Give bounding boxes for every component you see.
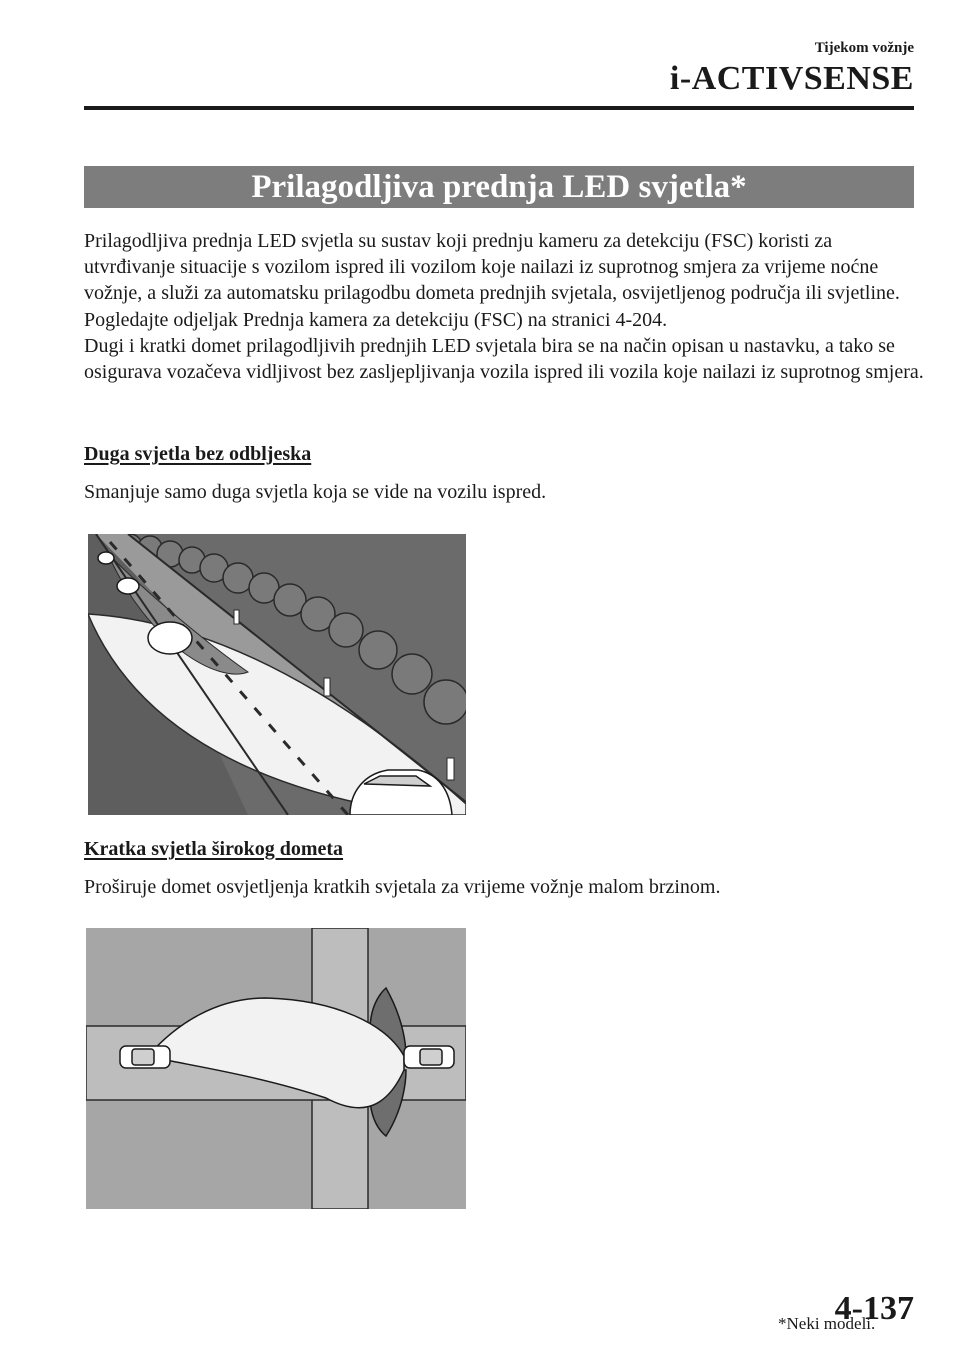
header-section: i-ACTIVSENSE <box>669 60 914 97</box>
title-bar <box>84 166 914 208</box>
intro-paragraph: Dugi i kratki domet prilagodljivih prednjih LED svjetala bira se na način opisan u nastavku, a tako se osigurava vozačeva vidljivost bez zasljepljivanja vozila ispred ili vozila koje nailazi iz suprotnog smjera. <box>84 334 924 384</box>
header-chapter: Tijekom vožnje <box>814 40 914 56</box>
intro-paragraph: Pogledajte odjeljak Prednja kamera za detekciju (FSC) na stranici 4-204. <box>84 308 668 331</box>
left-vehicle <box>120 1046 170 1068</box>
section-heading-low-beam: Kratka svjetla širokog dometa <box>84 838 344 860</box>
section-description-low-beam: Proširuje domet osvjetljenja kratkih svjetala za vrijeme vožnje malom brzinom. <box>84 876 721 898</box>
page-title: Prilagodljiva prednja LED svjetla* <box>251 168 747 205</box>
footer-note: *Neki modeli. <box>778 1314 876 1333</box>
figure-high-beam-illustration <box>88 534 466 815</box>
section-heading-high-beam: Duga svjetla bez odbljeska <box>84 443 312 465</box>
right-vehicle <box>404 1046 454 1068</box>
section-description-high-beam: Smanjuje samo duga svjetla koja se vide na vozilu ispred. <box>84 481 547 503</box>
page-number: 4-137 <box>834 1290 914 1327</box>
intro-paragraph: Prilagodljiva prednja LED svjetla su sustav koji prednju kameru za detekciju (FSC) koristi za utvrđivanje situacije s vozilom ispred ili vozilom koje nailazi iz suprotnog smjera za vrijeme noćne vožnje, a služi za automatsku prilagodbu dometa prednjih svjetala, osvijetljenog područja ili svjetline. <box>84 230 900 305</box>
header-rule <box>84 106 914 110</box>
intro-text <box>84 228 924 385</box>
figure-low-beam-illustration <box>86 928 466 1209</box>
